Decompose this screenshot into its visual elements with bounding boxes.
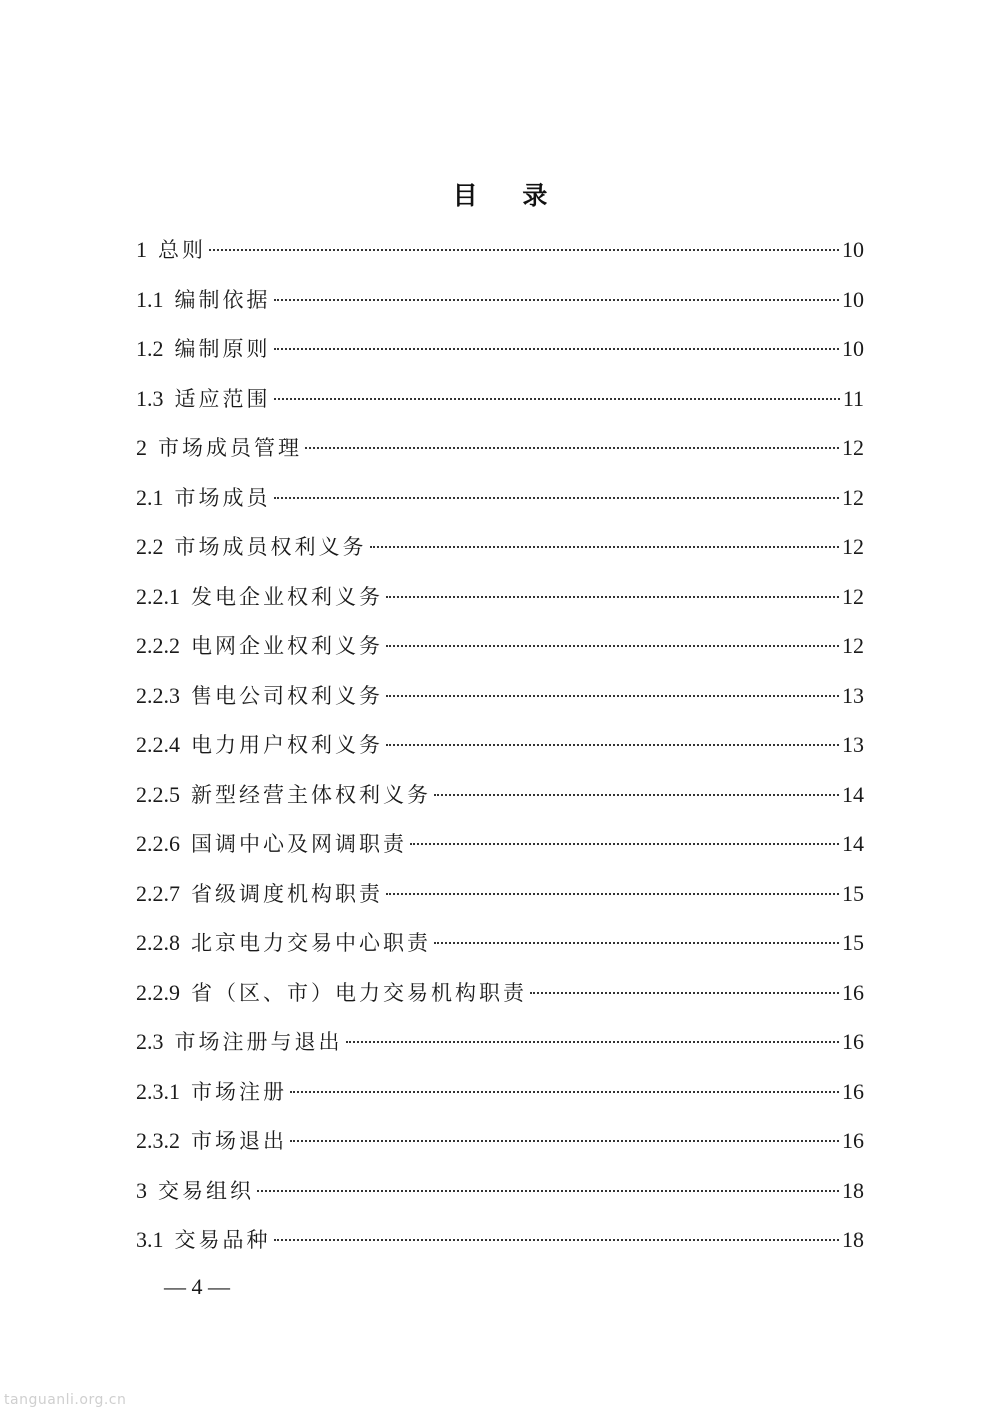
toc-entry xyxy=(136,671,864,721)
toc-entry-title: 省（区、市）电力交易机构职责 xyxy=(191,980,527,1005)
toc-entry-title: 新型经营主体权利义务 xyxy=(191,782,431,807)
toc-entry-title: 市场退出 xyxy=(191,1129,287,1153)
toc-leader-dots xyxy=(386,893,839,895)
toc-entry xyxy=(136,1067,864,1117)
toc-entry-page: 16 xyxy=(842,1078,864,1104)
toc-entry-number: 2.3.2 xyxy=(136,1128,191,1153)
toc-title: 目 录 xyxy=(452,181,566,210)
toc-entry-page: 18 xyxy=(842,1227,864,1252)
toc-entry xyxy=(136,869,864,919)
toc-entry xyxy=(136,1166,864,1216)
toc-entry-number: 2.3 xyxy=(136,1029,175,1054)
toc-entry-number: 2.2.2 xyxy=(136,633,191,658)
toc-entry-page: 15 xyxy=(842,930,864,955)
toc-entry xyxy=(136,572,864,622)
toc-entry-title: 市场成员 xyxy=(174,485,271,510)
toc-entry-title: 国调中心及网调职责 xyxy=(191,832,407,856)
toc-entry-title: 北京电力交易中心职责 xyxy=(191,931,431,955)
toc-entry-number: 2.2.5 xyxy=(136,781,191,807)
toc-entry-page: 15 xyxy=(842,880,864,906)
toc-entry-title: 售电公司权利义务 xyxy=(191,683,383,708)
toc-entry-title: 电力用户权利义务 xyxy=(191,733,383,757)
toc-leader-dots xyxy=(410,843,839,845)
toc-leader-dots xyxy=(274,1239,840,1241)
table-of-contents xyxy=(136,225,864,1265)
toc-leader-dots xyxy=(305,447,839,449)
toc-entry xyxy=(136,819,864,869)
toc-entry-title: 市场注册 xyxy=(191,1079,287,1104)
toc-entry-page: 11 xyxy=(842,385,864,411)
toc-entry-number: 1.1 xyxy=(136,286,175,312)
toc-leader-dots xyxy=(346,1041,840,1043)
toc-entry-title: 编制原则 xyxy=(174,337,271,361)
toc-entry xyxy=(136,968,864,1018)
toc-leader-dots xyxy=(274,497,840,499)
toc-entry-number: 1.2 xyxy=(136,336,175,361)
toc-leader-dots xyxy=(274,299,840,301)
toc-entry-page: 10 xyxy=(842,286,864,312)
toc-entry-title: 发电企业权利义务 xyxy=(191,584,383,609)
toc-entry-title: 电网企业权利义务 xyxy=(191,634,383,658)
toc-leader-dots xyxy=(290,1140,839,1142)
toc-entry-page: 12 xyxy=(842,484,864,510)
toc-entry-page: 12 xyxy=(842,633,864,658)
toc-entry-title: 省级调度机构职责 xyxy=(191,881,383,906)
toc-leader-dots xyxy=(257,1190,839,1192)
toc-entry-number: 3.1 xyxy=(136,1227,175,1252)
toc-entry-number: 2.3.1 xyxy=(136,1078,191,1104)
toc-entry-page: 16 xyxy=(842,979,864,1005)
toc-entry-number: 2.2 xyxy=(136,534,175,559)
toc-entry xyxy=(136,374,864,424)
toc-entry-number: 2.2.8 xyxy=(136,930,191,955)
toc-entry-number: 2.2.6 xyxy=(136,831,191,856)
toc-entry xyxy=(136,275,864,325)
toc-entry xyxy=(136,473,864,523)
toc-leader-dots xyxy=(386,645,839,647)
toc-leader-dots xyxy=(434,794,839,796)
toc-entry-number: 1.3 xyxy=(136,385,175,411)
toc-leader-dots xyxy=(434,942,839,944)
toc-entry-number: 1 xyxy=(136,237,158,262)
toc-entry-page: 12 xyxy=(842,534,864,559)
toc-entry-page: 16 xyxy=(842,1029,864,1054)
toc-entry-number: 2.2.7 xyxy=(136,880,191,906)
toc-entry xyxy=(136,1215,864,1265)
toc-leader-dots xyxy=(209,249,839,251)
toc-entry-number: 2.2.4 xyxy=(136,732,191,757)
toc-entry-title: 市场注册与退出 xyxy=(174,1030,343,1054)
toc-entry-title: 市场成员管理 xyxy=(158,436,302,460)
toc-entry-page: 10 xyxy=(842,336,864,361)
toc-entry-page: 18 xyxy=(842,1177,864,1203)
toc-entry-title: 交易品种 xyxy=(174,1228,271,1252)
toc-leader-dots xyxy=(370,546,840,548)
toc-entry-title: 编制依据 xyxy=(174,287,271,312)
toc-entry xyxy=(136,522,864,572)
toc-leader-dots xyxy=(274,348,840,350)
watermark: tanguanli.org.cn xyxy=(4,1392,127,1408)
toc-entry xyxy=(136,324,864,374)
toc-leader-dots xyxy=(386,744,839,746)
toc-entry-page: 16 xyxy=(842,1128,864,1153)
toc-entry xyxy=(136,720,864,770)
toc-entry-number: 2.1 xyxy=(136,484,175,510)
toc-entry xyxy=(136,1116,864,1166)
toc-entry-number: 2 xyxy=(136,435,158,460)
toc-entry xyxy=(136,1017,864,1067)
toc-leader-dots xyxy=(530,992,839,994)
toc-entry-number: 2.2.9 xyxy=(136,979,191,1005)
toc-entry-number: 3 xyxy=(136,1177,158,1203)
toc-entry-page: 13 xyxy=(842,732,864,757)
toc-leader-dots xyxy=(386,695,839,697)
toc-entry xyxy=(136,225,864,275)
toc-entry xyxy=(136,918,864,968)
toc-entry-title: 总则 xyxy=(158,238,206,262)
toc-entry-title: 交易组织 xyxy=(158,1178,254,1203)
toc-entry-number: 2.2.3 xyxy=(136,682,191,708)
toc-entry xyxy=(136,770,864,820)
toc-entry xyxy=(136,423,864,473)
toc-entry-title: 市场成员权利义务 xyxy=(174,535,367,559)
toc-entry-title: 适应范围 xyxy=(174,386,271,411)
toc-entry-page: 10 xyxy=(842,237,864,262)
toc-entry-page: 13 xyxy=(842,682,864,708)
toc-entry-number: 2.2.1 xyxy=(136,583,191,609)
toc-entry-page: 14 xyxy=(842,831,864,856)
toc-leader-dots xyxy=(290,1091,839,1093)
toc-entry-page: 12 xyxy=(842,435,864,460)
toc-leader-dots xyxy=(274,398,840,400)
page-number: — 4 — xyxy=(164,1274,230,1299)
toc-entry xyxy=(136,621,864,671)
toc-entry-page: 14 xyxy=(842,781,864,807)
toc-entry-page: 12 xyxy=(842,583,864,609)
toc-leader-dots xyxy=(386,596,839,598)
